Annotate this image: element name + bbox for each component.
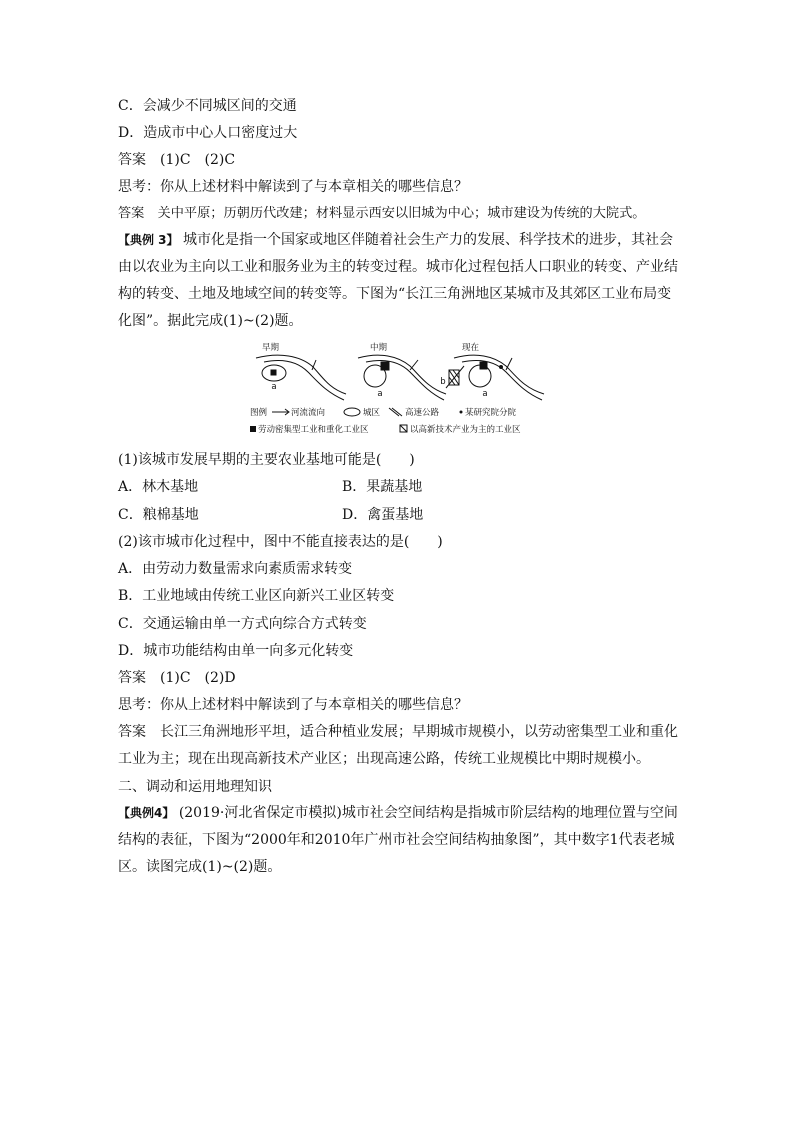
think-question-1: 思考：你从上述材料中解读到了与本章相关的哪些信息？ (118, 179, 468, 195)
legend-river-icon (272, 409, 289, 415)
institute-now (500, 366, 503, 369)
answer-1: 答案 (1)C (2)C (118, 152, 236, 168)
question-1-option-c: C．粮棉基地 (118, 507, 199, 523)
legend-city-icon (344, 408, 360, 416)
label-a-middle: a (377, 389, 383, 399)
option-c-previous: C．会减少不同城区间的交通 (118, 98, 297, 114)
figure-diagram (250, 340, 552, 444)
stage-middle-label: 中期 (370, 343, 388, 353)
section-2-heading: 二、调动和运用地理知识 (118, 779, 272, 795)
legend-institute-icon (460, 411, 463, 414)
panel-middle (358, 355, 446, 400)
legend-river-label: 河流流向 (291, 408, 326, 418)
question-1-option-d: D．禽蛋基地 (342, 507, 424, 523)
think-answer-1: 答案 关中平原；历朝历代改建；材料显示西安以旧城为中心；城市建设为传统的大院式。 (118, 206, 646, 221)
example-4-text: (2019·河北省保定市模拟)城市社会空间结构是指城市阶层结构的地理位置与空间结构的表征，下图为“2000年和2010年广州市社会空间结构抽象图”，其中数字1代表老城区。读图完成(1)~(2)题。 (118, 805, 678, 875)
legend-heavy-icon (250, 426, 256, 432)
legend-city-label: 城区 (363, 408, 381, 418)
industrial-layout-figure (250, 340, 552, 444)
panel-early (256, 355, 346, 400)
legend-institute-label: 某研究院分院 (465, 408, 517, 418)
question-2-option-a: A．由劳动力数量需求向素质需求转变 (118, 561, 353, 577)
question-2-option-b: B．工业地域由传统工业区向新兴工业区转变 (118, 588, 395, 604)
stage-early-label: 早期 (262, 343, 280, 353)
example-4-tag: 【典例4】 (118, 806, 175, 820)
legend-highway-label: 高速公路 (405, 408, 440, 418)
question-1: (1)该城市发展早期的主要农业基地可能是( ) (118, 452, 415, 468)
heavy-industry-now (480, 362, 487, 369)
answer-2: 答案 (1)C (2)D (118, 670, 236, 686)
option-d-previous: D．造成市中心人口密度过大 (118, 125, 298, 141)
example-4-paragraph (118, 800, 680, 881)
label-a-now: a (482, 389, 488, 399)
legend-highway-icon (389, 408, 402, 416)
heavy-industry-middle (381, 362, 389, 370)
label-a-early: a (271, 382, 277, 392)
think-question-2: 思考：你从上述材料中解读到了与本章相关的哪些信息？ (118, 697, 468, 713)
legend-heavy-label: 劳动密集型工业和重化工业区 (258, 425, 369, 435)
legend-hightech-icon (400, 425, 407, 432)
stage-now-label: 现在 (462, 343, 480, 353)
question-1-option-a: A．林木基地 (118, 479, 199, 495)
heavy-industry-early (271, 370, 276, 375)
label-b-now: b (440, 377, 446, 387)
question-2-option-c: C．交通运输由单一方式向综合方式转变 (118, 616, 367, 632)
question-2: (2)该市城市化过程中，图中不能直接表达的是( ) (118, 534, 443, 550)
example-3-paragraph (118, 227, 680, 335)
question-1-option-b: B．果蔬基地 (342, 479, 423, 495)
example-3-tag: 【典例 3】 (118, 233, 179, 247)
legend-title: 图例 (250, 408, 268, 418)
example-3-text: 城市化是指一个国家或地区伴随着社会生产力的发展、科学技术的进步，其社会由以农业为主向以工业和服务业为主的转变过程。城市化过程包括人口职业的转变、产业结构的转变、土地及地域空间的转变等。下图为“长江三角洲地区某城市及其郊区工业布局变化图”。据此完成(1)~(2)题。 (118, 232, 678, 329)
think-answer-2: 答案 长江三角洲地形平坦，适合种植业发展；早期城市规模小，以劳动密集型工业和重化工业为主；现在出现高新技术产业区；出现高速公路，传统工业规模比中期时规模小。 (118, 724, 678, 767)
question-2-option-d: D．城市功能结构由单一向多元化转变 (118, 643, 354, 659)
panel-now (446, 355, 544, 400)
legend-hightech-label: 以高新技术产业为主的工业区 (410, 425, 521, 435)
